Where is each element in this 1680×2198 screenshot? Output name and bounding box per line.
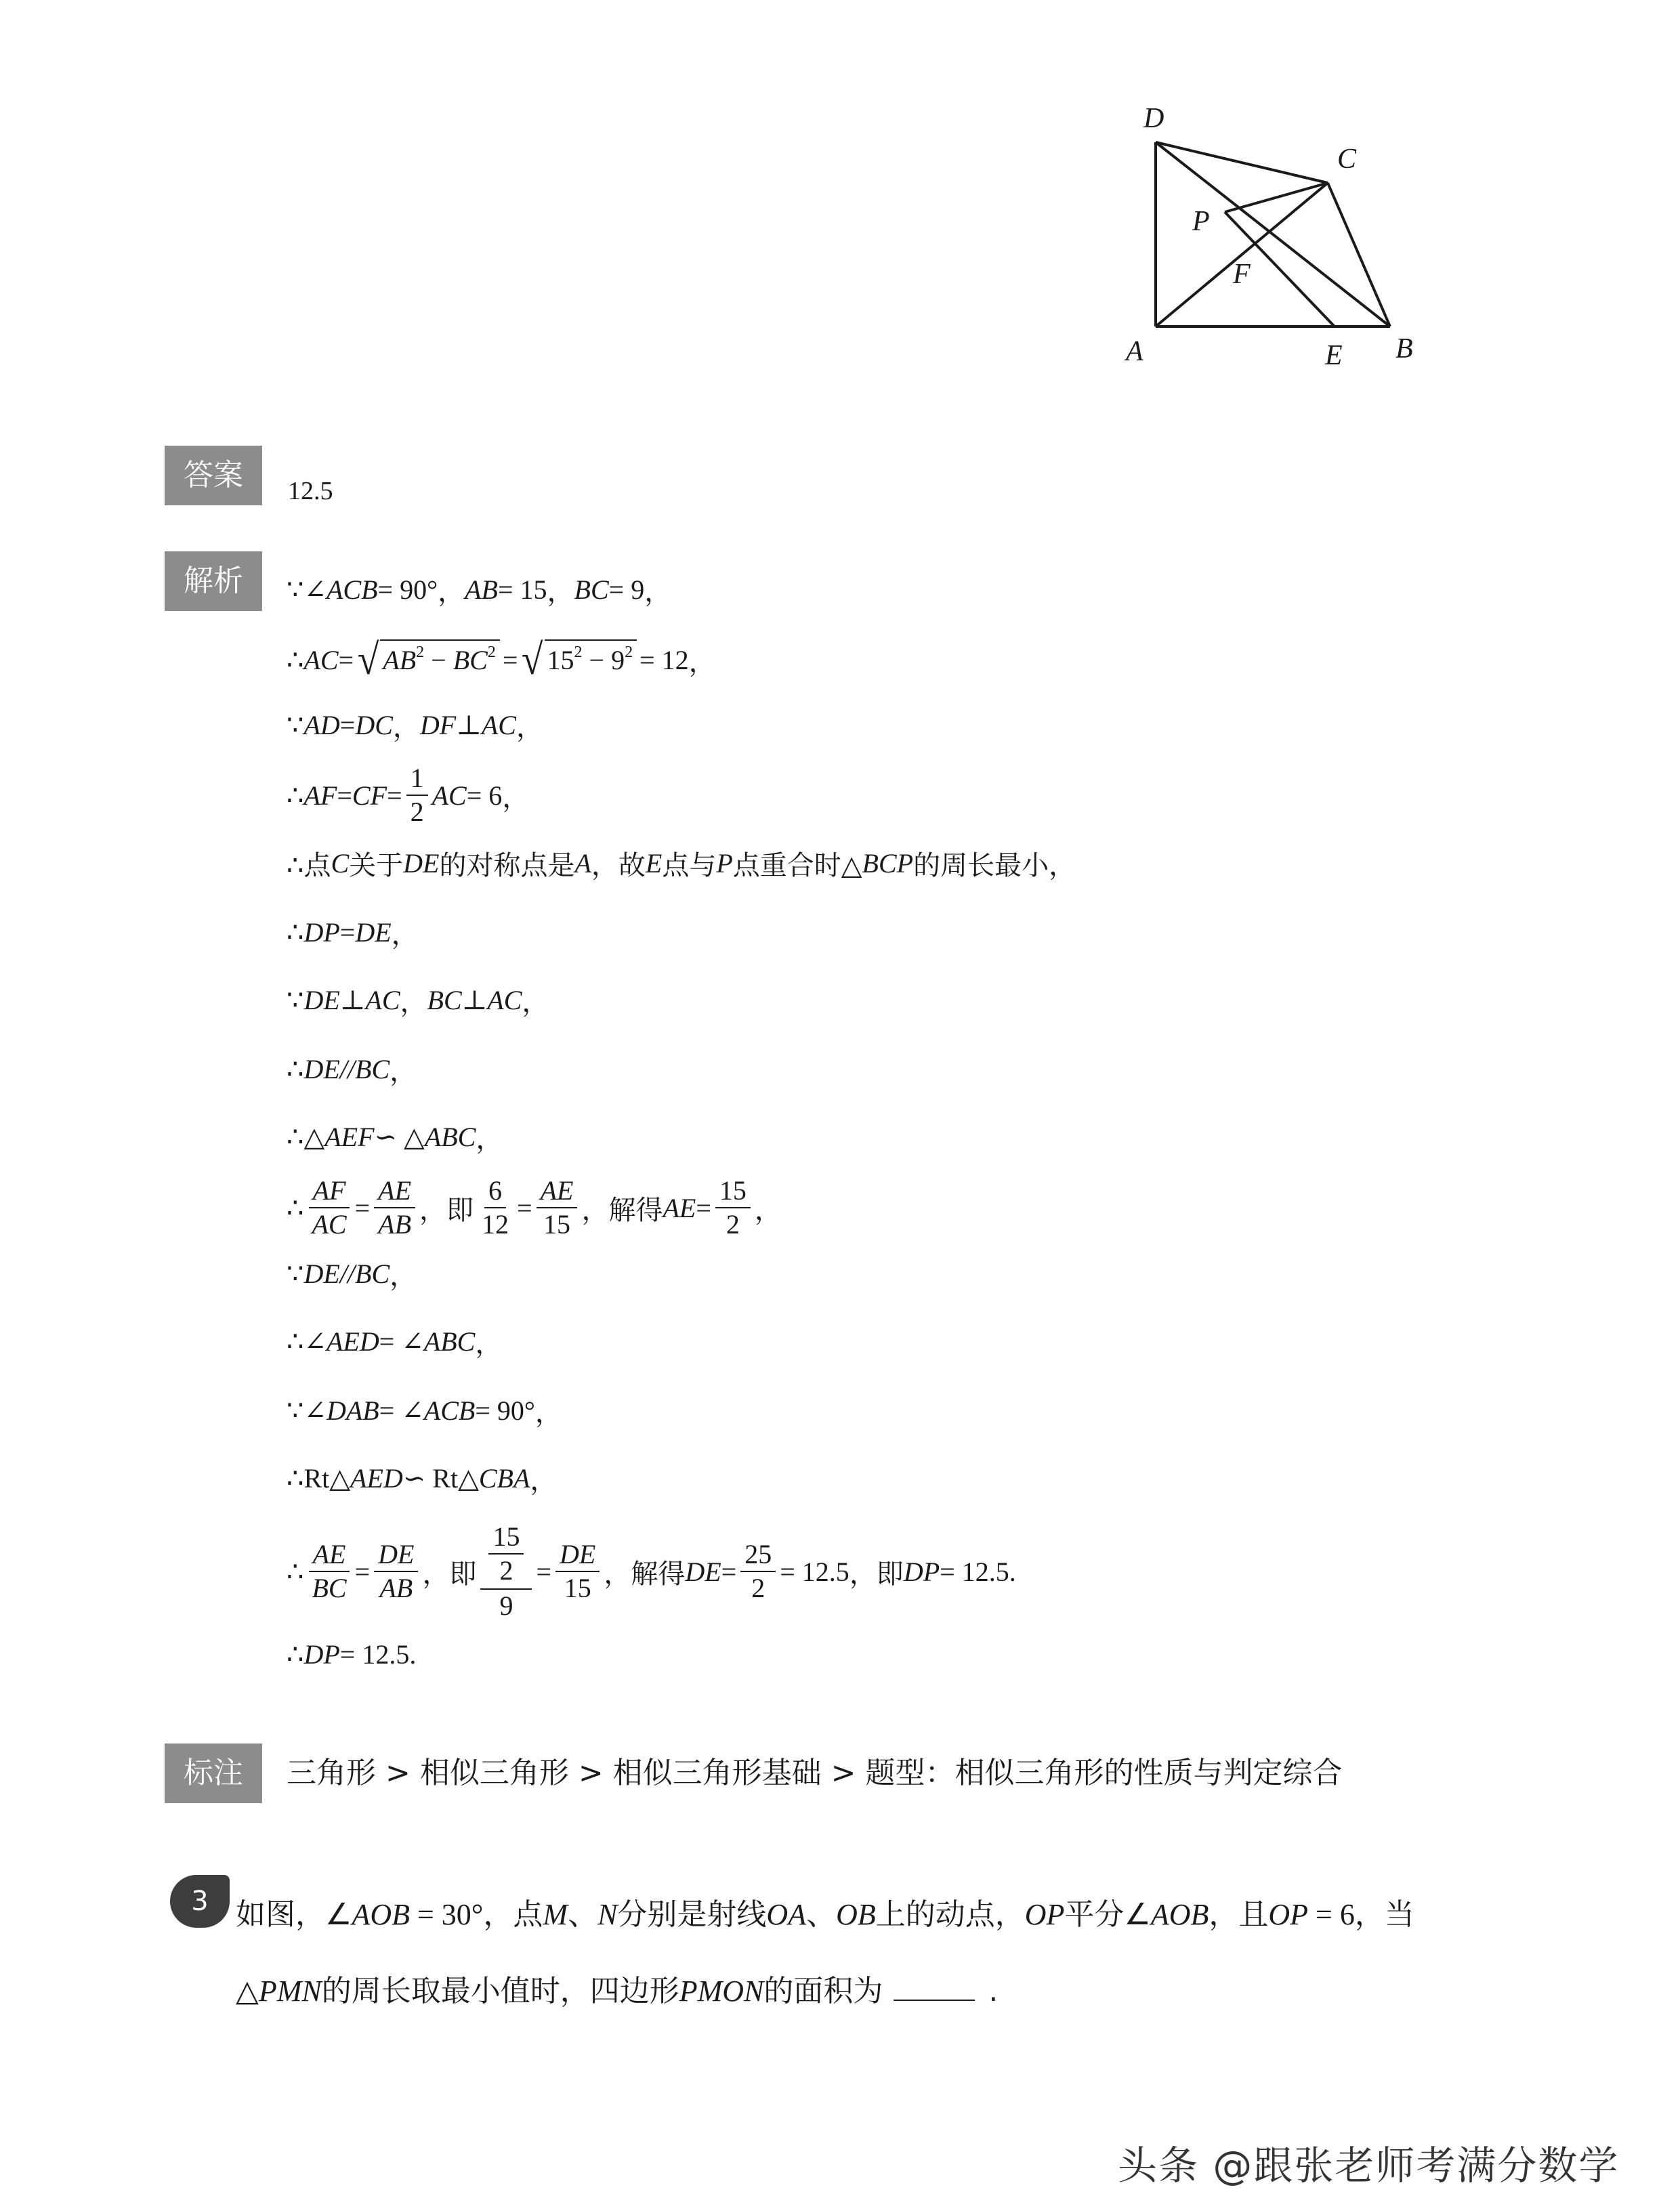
sqrt-2: √ $15^2 - 9^2$ [520,639,637,680]
watermark-text: 头条 @跟张老师考满分数学 [1118,2142,1620,2189]
solution-line-9: ∴△ AEF ∽ △ ABC ， [287,1121,503,1155]
solution-line-7: ∵ DE ⊥ AC ， BC ⊥ AC ， [287,984,549,1018]
fraction-6-12: $\frac{6}{12}$ [482,1175,509,1240]
fraction-25-2: $\frac{25}{2}$ [740,1540,776,1603]
solution-line-10: ∴ $\frac{AF}{AC}$ = $\frac{AE}{AB}$ ，即 $\frac{6}{12}$ = $\frac{AE}{15}$ ，解得 AE = $\frac{15}{2}$ ， [287,1175,782,1240]
label-C: C [1337,144,1357,175]
mark-text: 三角形 > 相似三角形 > 相似三角形基础 > 题型：相似三角形的性质与判定综合 [287,1756,1343,1790]
mark-tag: 标注 [165,1743,262,1803]
solution-line-4: ∴ AF = CF = $\frac{1}{2}$ AC = 6 ， [287,763,530,827]
label-P: P [1192,206,1210,237]
label-E: E [1325,340,1343,371]
answer-blank[interactable] [894,1975,975,2001]
segment-AC [1156,183,1328,326]
solution-line-12: ∴∠ AED = ∠ ABC ， [287,1326,503,1359]
fraction-ae-bc: $\frac{AE}{BC}$ [308,1540,350,1603]
question-line-1: 如图，∠AOB = 30°，点M、N分别是射线OA、OB上的动点，OP平分∠AOB，且OP = 6，当 [236,1897,1414,1932]
label-F: F [1233,259,1251,290]
question-line-2: △PMN的周长取最小值时，四边形PMON的面积为 . [236,1974,999,2008]
label-D: D [1143,103,1164,134]
solution-line-11: ∵ DE // BC ， [287,1258,417,1292]
fraction-ae-15: $\frac{AE}{15}$ [537,1176,578,1240]
answer-value: 12.5 [288,477,333,505]
label-A: A [1126,336,1143,367]
figure-svg [1111,95,1490,393]
fraction-de-15: $\frac{DE}{15}$ [555,1540,600,1603]
solution-line-8: ∴ DE // BC ， [287,1053,417,1087]
answer-tag: 答案 [165,446,262,505]
solution-line-13: ∵∠ DAB = ∠ ACB = 90° ， [287,1395,562,1429]
solution-line-6: ∴ DP = DE ， [287,916,419,950]
fraction-half: $\frac{1}{2}$ [406,763,428,827]
solution-line-5: ∴点 C 关于 DE 的对称点是 A ，故 E 点与 P 点重合时△ BCP 的周长最小， [287,847,1076,881]
solution-line-15: ∴ $\frac{AE}{BC}$ = $\frac{DE}{AB}$ ，即 $\frac{\frac{15}{2}}{9}$ = $\frac{DE}{15}$ ，解得 DE = $\frac{25}{2}$ = 12.5 ，即 DP = 12.5 . [287,1521,1016,1621]
question-number-badge: 3 [170,1875,230,1928]
fraction-15-2-inner: $\frac{15}{2}$ [488,1522,524,1587]
solution-line-2: ∴ AC = √ $AB^2 - BC^2$ = √ $15^2 - 9^2$ = 12 ， [287,635,716,683]
fraction-de-ab: $\frac{DE}{AB}$ [374,1540,418,1603]
solution-line-1: ∵∠ ACB = 90° ， AB = 15 ， BC = 9 ， [287,574,672,608]
fraction-complex: $\frac{\frac{15}{2}}{9}$ [480,1522,532,1621]
fraction-af-ac: $\frac{AF}{AC}$ [308,1176,350,1240]
fraction-ae-ab: $\frac{AE}{AB}$ [374,1176,415,1240]
sqrt-1: √ $AB^2 - BC^2$ [356,639,500,680]
fraction-15-2: $\frac{15}{2}$ [715,1176,751,1240]
geometry-figure [1111,95,1490,393]
label-B: B [1395,333,1413,364]
solution-line-3: ∵ AD = DC ， DF ⊥ AC ， [287,709,543,743]
solution-line-16: ∴ DP = 12.5 . [287,1639,417,1670]
analysis-tag: 解析 [165,551,262,611]
solution-line-14: ∴Rt△ AED ∽ Rt△ CBA ， [287,1462,558,1496]
segment-BC [1328,183,1390,326]
